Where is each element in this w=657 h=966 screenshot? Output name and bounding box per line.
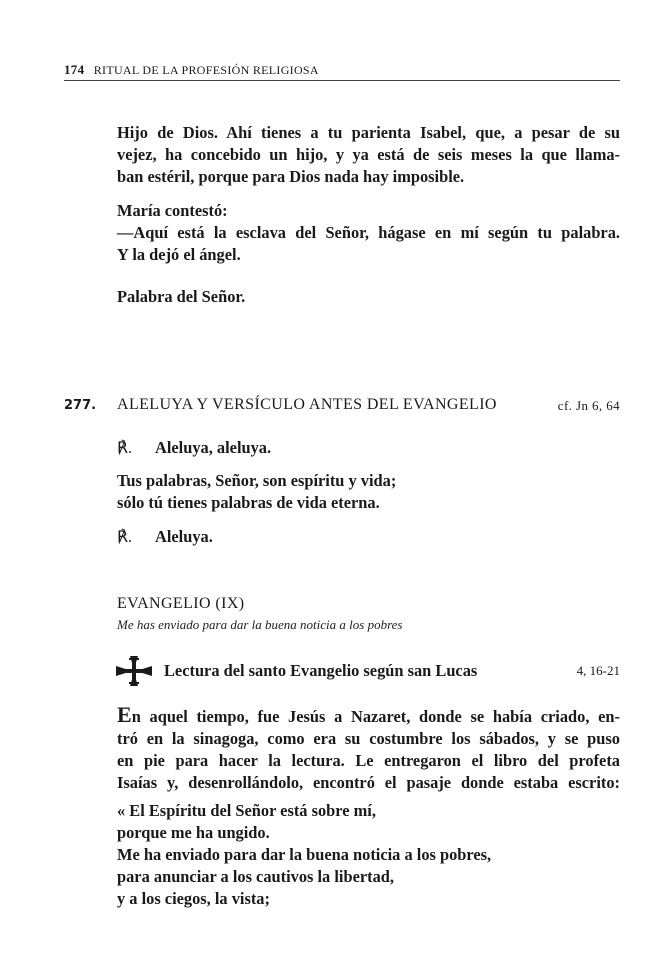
maltese-cross-icon — [116, 656, 152, 686]
response-1 — [117, 438, 620, 458]
text-line: ban estéril, porque para Dios nada hay imposible. — [117, 167, 465, 186]
response-symbol: ℟. — [117, 529, 132, 546]
text-line: Y la dejó el ángel. — [117, 245, 241, 264]
response-text: Aleluya, aleluya. — [155, 438, 272, 457]
quote-line: para anunciar a los cautivos la libertad, — [117, 867, 394, 886]
reading-end-paragraph-1 — [117, 122, 620, 188]
section-number: 277. — [64, 398, 97, 413]
verse — [117, 470, 620, 514]
reading-end-paragraph-2 — [117, 200, 620, 266]
running-title: RITUAL DE LA PROFESIÓN RELIGIOSA — [93, 63, 319, 77]
text-line: María contestó: — [117, 201, 228, 220]
text-line: en pie para hacer la lectura. Le entregaron el libro del profeta — [117, 751, 620, 770]
gospel-title: EVANGELIO (IX) — [117, 595, 245, 612]
quote-line: porque me ha ungido. — [117, 823, 270, 842]
text-line: Hijo de Dios. Ahí tienes a tu parienta Isabel, que, a pesar de su — [117, 123, 620, 142]
gospel-reference: 4, 16-21 — [576, 663, 620, 678]
response-text: Aleluya. — [155, 527, 213, 546]
section-title: ALELUYA Y VERSÍCULO ANTES DEL EVANGELIO — [117, 396, 497, 413]
text-line: Tus palabras, Señor, son espíritu y vida; — [117, 471, 397, 490]
text-line: vejez, ha concebido un hijo, y ya está de seis meses la que llama- — [117, 145, 620, 164]
text-line: Palabra del Señor. — [117, 287, 246, 306]
section-heading — [117, 396, 620, 414]
gospel-subtitle: Me has enviado para dar la buena noticia a los pobres — [117, 617, 403, 632]
closing-acclamation — [117, 286, 620, 308]
text-line: —Aquí está la esclava del Señor, hágase en mí según tu palabra. — [117, 223, 620, 242]
text-line: Isaías y, desenrollándolo, encontró el pasaje donde estaba escrito: — [117, 773, 620, 792]
quote-line: y a los ciegos, la vista; — [117, 889, 270, 908]
text-line: tró en la sinagoga, como era su costumbre los sábados, y se puso — [117, 729, 620, 748]
quote-line: Me ha enviado para dar la buena noticia a los pobres, — [117, 845, 492, 864]
gospel-intro — [117, 656, 620, 686]
gospel-heading — [117, 595, 620, 633]
section-reference: cf. Jn 6, 64 — [557, 398, 620, 413]
page-number: 174 — [64, 62, 85, 77]
text-line: n aquel tiempo, fue Jesús a Nazaret, donde se había criado, en- — [131, 707, 620, 726]
gospel-paragraph — [117, 704, 620, 794]
gospel-quote — [117, 800, 620, 910]
text-line: sólo tú tienes palabras de vida eterna. — [117, 493, 380, 512]
quote-line: « El Espíritu del Señor está sobre mí, — [117, 801, 376, 820]
response-2 — [117, 527, 620, 547]
gospel-intro-text: Lectura del santo Evangelio según san Lucas — [164, 661, 478, 680]
response-symbol: ℟. — [117, 440, 132, 457]
first-line — [117, 704, 620, 728]
page-header — [64, 62, 620, 81]
drop-cap: E — [117, 702, 132, 727]
